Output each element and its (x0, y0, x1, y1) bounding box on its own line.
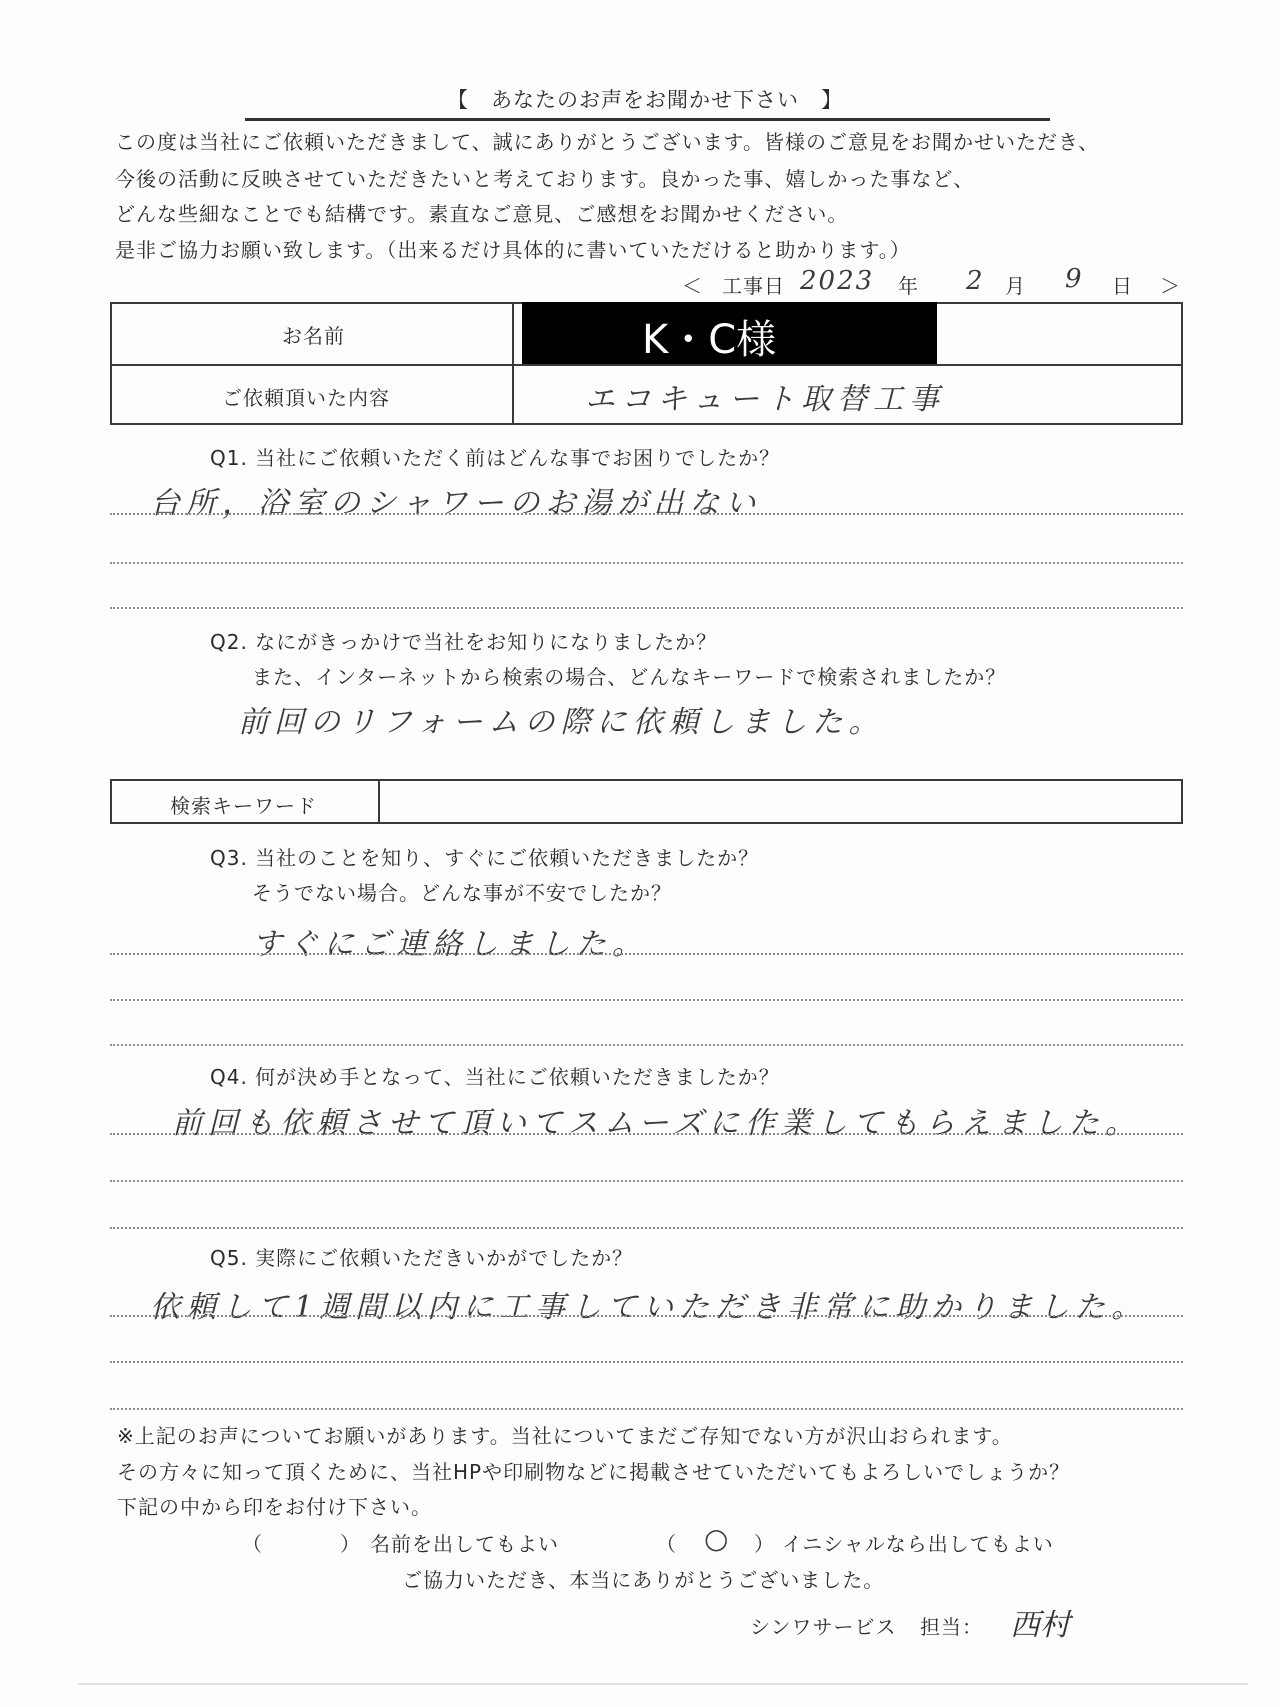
page-bottom-edge (78, 1683, 1248, 1685)
intro-line-4: 是非ご協力お願い致します。（出来るだけ具体的に書いていただけると助かります。） (115, 238, 911, 262)
q5-text: Q5. 実際にご依頼いただきいかがでしたか？ (210, 1246, 634, 1270)
request-value: エコキュート取替工事 (585, 382, 945, 417)
q1-answer-line-2 (110, 562, 1183, 564)
name-value: K・C様 (642, 317, 777, 363)
option-name-open: （ (242, 1532, 263, 1556)
date-year-value: 2023 (800, 266, 875, 296)
q3-text-line-1: Q3. 当社のことを知り、すぐにご依頼いただきましたか？ (210, 846, 760, 870)
date-year-unit: 年 (898, 274, 919, 298)
request-label: ご依頼頂いた内容 (222, 386, 390, 410)
q4-answer: 前回も依頼させて頂いてスムーズに作業してもらえました。 (172, 1106, 1141, 1141)
keyword-box-divider (378, 779, 380, 824)
q2-answer: 前回のリフォームの際に依頼しました。 (238, 705, 885, 740)
q4-answer-line-2 (110, 1180, 1183, 1182)
date-day-unit: 日 (1112, 274, 1133, 298)
date-open-bracket: ＜ (682, 274, 703, 298)
q5-answer-line-3 (110, 1408, 1183, 1410)
q3-answer-line-3 (110, 1044, 1183, 1046)
option-name-close: ） (340, 1532, 361, 1556)
option-initial-label: イニシャルなら出してもよい (782, 1532, 1054, 1556)
notice-line-1: ※上記のお声についてお願いがあります。当社についてまだご存知でない方が沢山おられます。 (117, 1424, 1013, 1448)
name-label: お名前 (282, 324, 345, 348)
staff-signature: 西村 (1010, 1608, 1070, 1643)
title-underline (245, 118, 1050, 121)
q2-text-line-2: また、インターネットから検索の場合、どんなキーワードで検索されましたか？ (252, 665, 1007, 689)
option-initial-open: （ (656, 1532, 677, 1556)
q2-text-line-1: Q2. なにがきっかけで当社をお知りになりましたか？ (210, 630, 718, 654)
date-month-value: 2 (966, 266, 989, 296)
staff-label: 担当： (920, 1615, 983, 1639)
q1-answer-line-1 (110, 513, 1183, 515)
date-day-value: 9 (1065, 264, 1088, 294)
q3-answer-line-2 (110, 999, 1183, 1001)
intro-line-1: この度は当社にご依頼いただきまして、誠にありがとうございます。皆様のご意見をお聞かせいただき、 (115, 130, 1100, 154)
q5-answer-line-1 (110, 1315, 1183, 1317)
q1-text: Q1. 当社にご依頼いただく前はどんな事でお困りでしたか？ (210, 446, 781, 470)
notice-line-3: 下記の中から印をお付け下さい。 (117, 1495, 432, 1519)
intro-line-3: どんな些細なことでも結構です。素直なご意見、ご感想をお聞かせください。 (115, 202, 849, 226)
option-initial-close: ） (754, 1532, 775, 1556)
option-name-label: 名前を出してもよい (370, 1532, 559, 1556)
keyword-label: 検索キーワード (170, 794, 317, 818)
q3-text-line-2: そうでない場合。どんな事が不安でしたか？ (252, 881, 672, 905)
q3-answer: すぐにご連絡しました。 (252, 927, 648, 962)
option-initial-mark[interactable]: ○ (704, 1522, 735, 1555)
q1-answer: 台所，浴室のシャワーのお湯が出ない (150, 486, 762, 521)
thanks-message: ご協力いただき、本当にありがとうございました。 (402, 1568, 885, 1592)
intro-line-2: 今後の活動に反映させていただきたいと考えております。良かった事、嬉しかった事など、 (115, 167, 975, 191)
page-title: 【 あなたのお声をお聞かせ下さい 】 (447, 88, 843, 112)
q5-answer-line-2 (110, 1361, 1183, 1363)
notice-line-2: その方々に知って頂くために、当社HPや印刷物などに掲載させていただいてもよろしいでしょうか？ (117, 1460, 1071, 1484)
date-label: 工事日 (722, 274, 785, 298)
date-close-bracket: ＞ (1160, 274, 1181, 298)
q4-answer-line-3 (110, 1227, 1183, 1229)
company-name: シンワサービス (750, 1615, 897, 1639)
date-month-unit: 月 (1005, 274, 1026, 298)
name-redaction (522, 302, 937, 364)
q1-answer-line-3 (110, 607, 1183, 609)
q5-answer: 依頼して1週間以内に工事していただき非常に助かりました。 (150, 1290, 1148, 1325)
q4-answer-line-1 (110, 1133, 1183, 1135)
q4-text: Q4. 何が決め手となって、当社にご依頼いただきましたか？ (210, 1065, 780, 1089)
q3-answer-line-1 (110, 953, 1183, 955)
